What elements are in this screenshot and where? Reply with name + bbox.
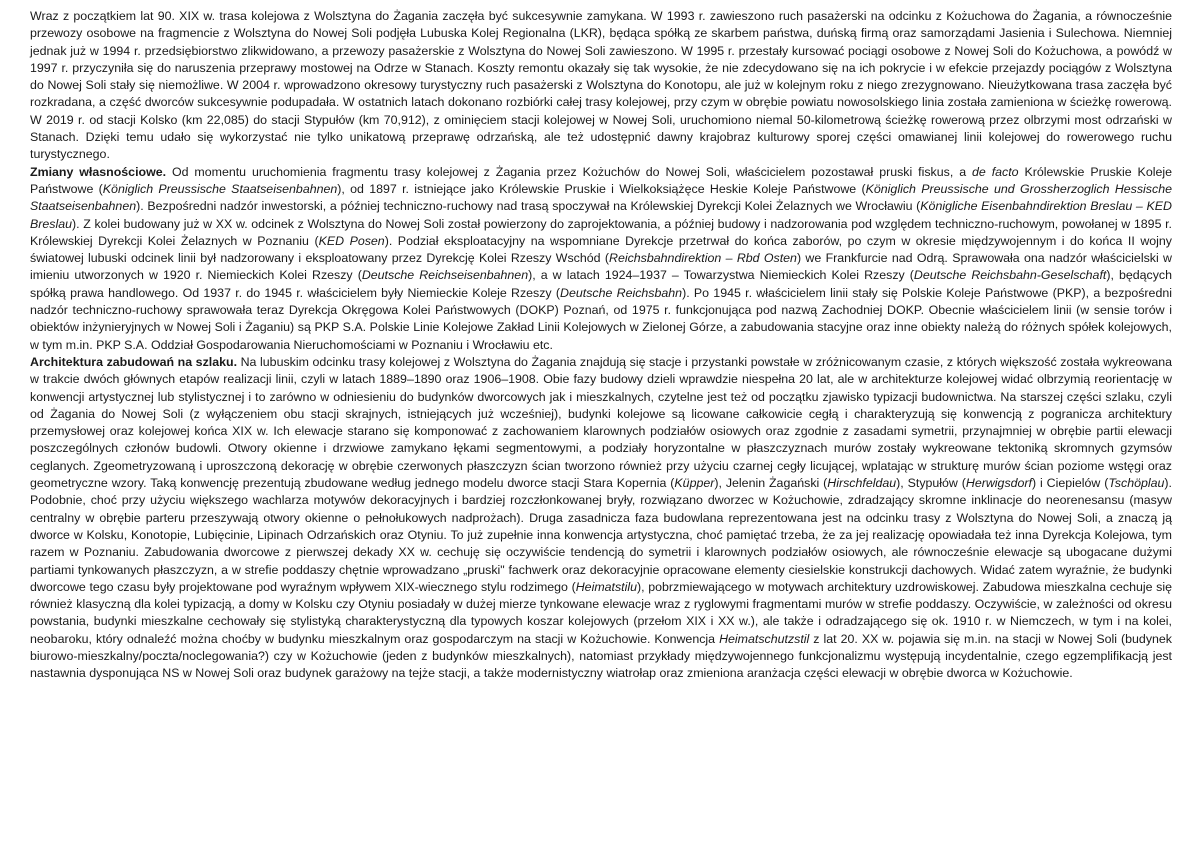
italic-term: Reichsbahndirektion – Rbd Osten bbox=[609, 251, 797, 266]
paragraph-ownership-changes bbox=[30, 164, 1172, 354]
text-run: ). Podział eksploatacyjny na wspomniane Dyrekcje przetrwał do końca zaborów, po czym w okresie międzywojennym i do końca II wojny światowej lubuski odcinek linii był nadzorowany i eksploatowany przez Dyrekcję Kolei Rzeszy Wschód ( bbox=[30, 233, 1173, 266]
text-run: ), będących spółką prawa handlowego. Od 1937 r. do 1945 r. właścicielem były Niemieckie Koleje Rzeszy ( bbox=[30, 268, 1173, 300]
italic-term: de facto bbox=[972, 164, 1019, 179]
italic-term: Deutsche Reichsbahn-Geselschaft bbox=[913, 268, 1107, 283]
text-run: ) we Frankfurcie nad Odrą. Sprawowała ona nadzór właścicielski w imieniu utworzonych w 1920 r. Niemieckich Kolei Rzeszy ( bbox=[30, 251, 1172, 283]
italic-term: Heimatschutzstil bbox=[719, 631, 810, 646]
text-run: z lat 20. XX w. pojawia się m.in. na stacji w Nowej Soli (budynek biurowo-mieszkalny/poczta/noclegowania?) czy w Kożuchowie (jeden z budynków mieszkalnych), natomiast przykłady międzywojennego funkcjonalizmu występują incydentalnie, czego egzemplifikacją jest nastawnia dysponująca NS w Nowej Soli oraz budynek garażowy na tejże stacji, a także modernistyczny wiatrołap oraz zmieniona aranżacja części elewacji w obrębie dworca w Kożuchowie. bbox=[30, 631, 1172, 681]
italic-term: Deutsche Reichseisenbahnen bbox=[361, 268, 529, 283]
text-run: ), Stypułów ( bbox=[896, 476, 966, 491]
text-run: Od momentu uruchomienia fragmentu trasy kolejowej z Żagania przez Kożuchów do Nowej Soli, właścicielem pozostawał pruski fiskus, a bbox=[166, 164, 973, 179]
paragraph-text: Wraz z początkiem lat 90. XIX w. trasa kolejowa z Wolsztyna do Żagania zaczęła być sukcesywnie zamykana. W 1993 r. zawieszono ruch pasażerski na odcinku z Kożuchowa do Żagania, a równocześnie przewozy osobowe na fragmencie z Wolsztyna do Nowej Soli podjęła Lubuska Kolej Regionalna (LKR), będąca spółką ze skarbem państwa, duńską firmą oraz samorządami Jasienia i Sulechowa. Niemniej jednak już w 1994 r. przedsiębiorstwo zlikwidowano, a przewozy pasażerskie z Wolsztyna do Nowej Soli zawieszono. W 1995 r. przestały kursować pociągi osobowe z Nowej Soli do Kożuchowa, a powódź w 1997 r. przyczyniła się do naruszenia przeprawy mostowej na Odrze w Stanach. Koszty remontu okazały się tak wysokie, że nie zdecydowano się na ich pokrycie i w efekcie przejazdy pociągów z Wolsztyna do Nowej Soli stały się niemożliwe. W 2004 r. wprowadzono okresowy turystyczny ruch pasażerski z Wolsztyna do Konotopu, ale już w kolejnym roku z niego zrezygnowano. Nieużytkowana trasa zaczęła być rozkradana, a część dworców sukcesywnie podupadała. W ostatnich latach dokonano rozbiórki całej trasy kolejowej, przy czym w obrębie powiatu nowosolskiego linia została zamieniona w ścieżkę rowerową. W 2019 r. od stacji Kolsko (km 22,085) do stacji Stypułów (km 70,912), z ominięciem stacji kolejowej w Nowej Soli, uruchomiono niemal 50-kilometrową ścieżkę rowerową przez olbrzymi most odrzański w Stanach. Dzięki temu udało się wykorzystać nie tylko unikatową przeprawę odrzańską, ale też udostępnić dawny krajobraz kulturowy sporej części omawianej linii kolejowej do rowerowego ruchu turystycznego. bbox=[30, 9, 1172, 162]
text-run: ), Jelenin Żagański ( bbox=[714, 476, 828, 491]
text-run: ). Z kolei budowany już w XX w. odcinek z Wolsztyna do Nowej Soli został powierzony do zaprojektowania, a później budowy i nadzorowania pod względem techniczno-ruchowym, powołanej w 1895 r. Królewskiej Dyrekcji Kolei Żelaznych w Poznaniu ( bbox=[30, 216, 1172, 248]
text-run: Na lubuskim odcinku trasy kolejowej z Wolsztyna do Żagania znajdują się stacje i przystanki powstałe w zróżnicowanym czasie, z których większość została wykreowana w trakcie dwóch głównych etapów realizacji linii, czyli w latach 1889–1890 oraz 1906–1908. Obie fazy budowy dzieli wprawdzie niespełna 20 lat, ale w architekturze kolejowej widać olbrzymią reorientację w konwencji artystycznej lub stylistycznej i to zarówno w odniesieniu do budynków dworcowych jak i mieszkalnych, czytelne jest też od początku zjawisko typizacji budownictwa. Na starszej części szlaku, czyli od Żagania do Nowej Soli (z wyłączeniem obu stacji skrajnych, istniejących już wcześniej), budynki kolejowe są licowane całkowicie cegłą i charakteryzują się konwencją z pogranicza architektury przemysłowej oraz kolejowej końca XIX w. Ich elewacje starano się komponować z zachowaniem klarownych podziałów osiowych oraz zgodnie z zasadami symetrii, przynajmniej w obrębie partii elewacji poszczególnych członów budowli. Otwory okienne i drzwiowe zamykano łękami segmentowymi, a podziały horyzontalne w płaszczyznach murów zostały wykreowane tektoniką skromnych gzymsów ceglanych. Zgeometryzowaną i uproszczoną dekorację w obrębie czerwonych płaszczyzn ścian tworzono również przy użyciu czarnej cegły licującej, wplatając w strukturę murów ścian poziome wstęgi oraz geometryczne wzory. Taką konwencję prezentują zbudowane według jednego modelu dworce stacji Stara Kopernia ( bbox=[30, 354, 1172, 491]
italic-term: Küpper bbox=[674, 476, 715, 491]
italic-term: KED Posen bbox=[318, 233, 385, 248]
italic-term: Königlich Preussische und Grossherzoglich Hessische Staatseisenbahnen bbox=[30, 181, 1172, 214]
text-run: Królewskie Pruskie Koleje Państwowe ( bbox=[30, 164, 1172, 196]
text-run: ) i Ciepielów ( bbox=[1032, 476, 1109, 491]
text-run: ). Podobnie, choć przy użyciu większego wachlarza motywów dekoracyjnych i bardziej rozczłonkowanej bryły, rozwiązano dworzec w Kożuchowie, zdradzający skromne inklinacje do neorenesansu (masyw centralny w obrębie parteru przeszywają otwory okienne o pełnołukowych nadprożach). Druga zasadnicza faza budowlana reprezentowana jest na odcinku trasy z Wolsztyna do Nowej Soli, a znaczą ją dworce w Kolsku, Konotopie, Lubięcinie, Lipinach Odrzańskich oraz Otyniu. To już zupełnie inna konwencja artystyczna, choć pamiętać trzeba, że za jej realizację opowiadała też inna Dyrekcja Kolejowa, tym razem w Poznaniu. Zabudowania dworcowe z pierwszej dekady XX w. cechuję się oczywiście tendencją do symetrii i klarownych podziałów osiowych, ale równocześnie elewacje są ubogacane dużymi partiami tynkowanych płaszczyzn, a w strefie poddaszy chętnie wprowadzano „pruski" fachwerk oraz dekoracyjnie opracowane elementy ciesielskie konstrukcji dachowych. Widać zatem wyraźnie, że budynki dworcowe tego czasu były projektowane pod wyraźnym wpływem XIX-wiecznego stylu rodzimego ( bbox=[30, 476, 1172, 594]
text-run: ). Po 1945 r. właścicielem linii stały się Polskie Koleje Państwowe (PKP), a bezpośredni nadzór techniczno-ruchowy sprawowała teraz Dyrekcja Okręgowa Kolei Państwowych (DOKP) Poznań, od 1975 r. funkcjonująca pod nazwą Zachodniej DOKP. Obecnie właścicielem linii (w sensie torów i obiektów inżynieryjnych w Nowej Soli i Żaganiu) są PKP S.A. Polskie Linie Kolejowe Zakład Linii Kolejowych w Zielonej Górze, a zabudowania stacyjne oraz inne obiekty należą do różnych spółek kolejowych, w tym m.in. PKP S.A. Oddział Gospodarowania Nieruchomościami w Poznaniu i Wrocławiu etc. bbox=[30, 285, 1172, 352]
section-heading-ownership: Zmiany własnościowe. bbox=[30, 164, 167, 179]
section-heading-architecture: Architektura zabudowań na szlaku. bbox=[30, 354, 238, 369]
italic-term: Herwigsdorf bbox=[965, 476, 1032, 491]
text-run: ), a w latach 1924–1937 – Towarzystwa Niemieckich Kolei Rzeszy ( bbox=[528, 268, 914, 283]
text-run: ). Bezpośredni nadzór inwestorski, a później techniczno-ruchowy nad trasą spoczywał na Królewskiej Dyrekcji Kolei Żelaznych we Wrocławiu ( bbox=[136, 199, 921, 214]
italic-term: Königliche Eisenbahndirektion Breslau – KED Breslau bbox=[30, 199, 1172, 231]
italic-term: Königlich Preussische Staatseisenbahnen bbox=[102, 181, 338, 196]
text-run: ), pobrzmiewającego w motywach architektury uzdrowiskowej. Zabudowa mieszkalna cechuje się również klasyczną dla kolei typizacją, a domy w Kolsku czy Otyniu posiadały w dużej mierze tynkowane elewacje wraz z ryglowymi fragmentami murów w strefie poddaszy. Oczywiście, w zależności od okresu powstania, budynki mieszkalne cechowały się stylistyką charakterystyczną dla typowych koszar kolejowych (przełom XIX i XX w.), ale także i odradzającego się ok. 1910 r. w Niemczech, w tym i na kolei, neobaroku, który odnaleźć można choćby w budynku mieszkalnym oraz gospodarczym na stacji w Kożuchowie. Konwencja bbox=[30, 579, 1172, 646]
paragraph-architecture bbox=[30, 354, 1172, 683]
text-run: ), od 1897 r. istniejące jako Królewskie Pruskie i Wielkoksiążęce Heskie Koleje Państwowe ( bbox=[337, 181, 866, 196]
italic-term: Deutsche Reichsbahn bbox=[560, 285, 683, 300]
document-page bbox=[30, 8, 1172, 683]
italic-term: Tschöplau bbox=[1108, 476, 1165, 491]
paragraph-closure-history bbox=[30, 8, 1172, 164]
italic-term: Hirschfeldau bbox=[827, 476, 897, 491]
italic-term: Heimatstilu bbox=[575, 579, 638, 594]
